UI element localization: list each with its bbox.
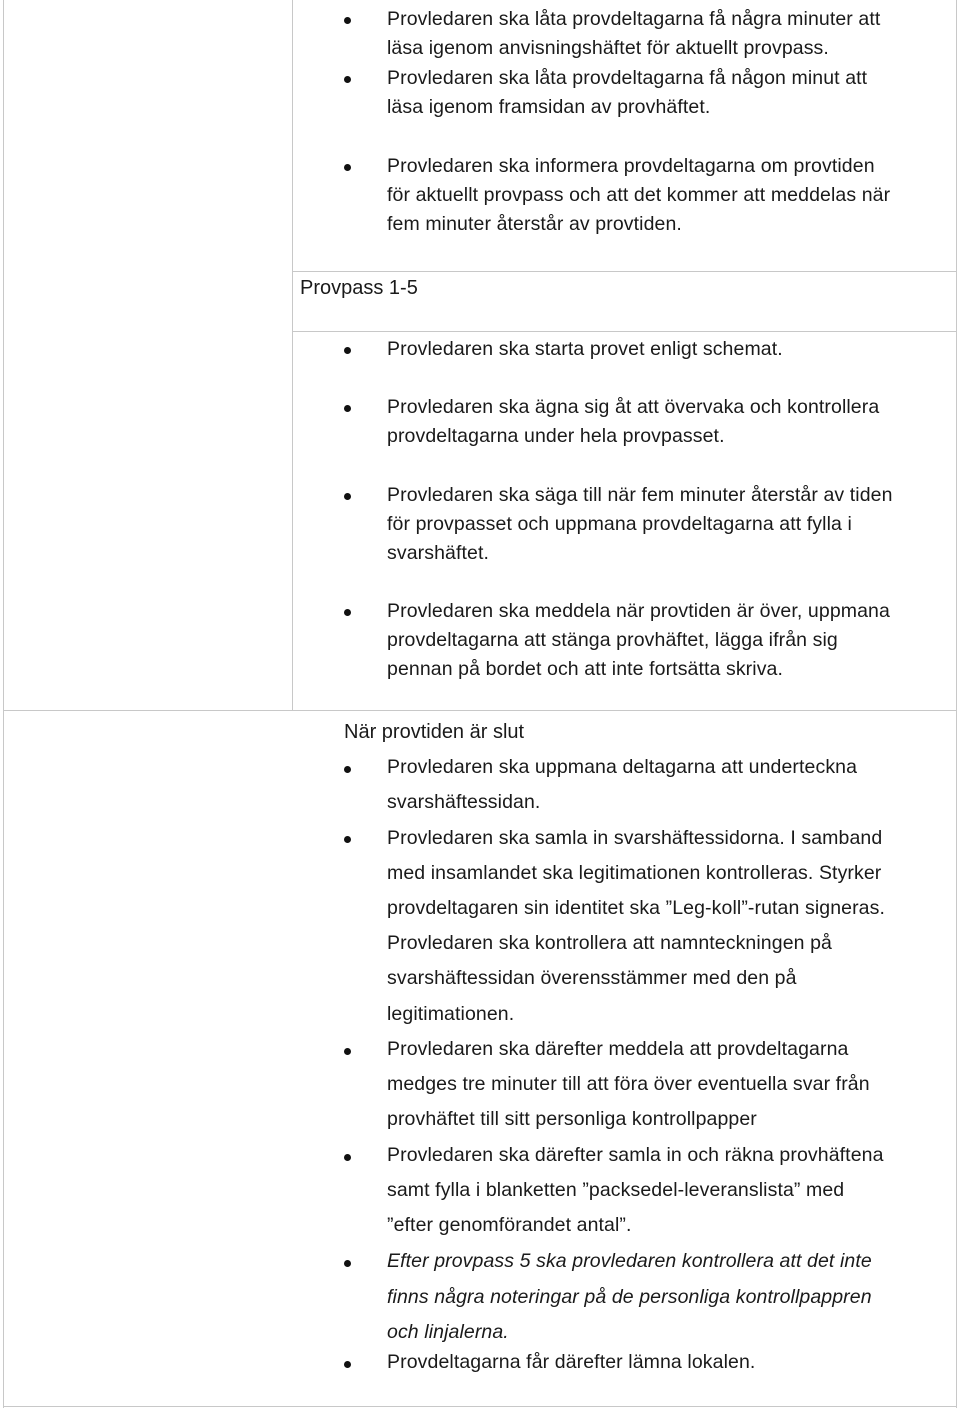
list-item-line: Provledaren ska samla in svarshäftessidorna. I samband [387, 827, 883, 849]
table-left-border [3, 0, 4, 1408]
list-item-line: Provledaren ska säga till när fem minuter återstår av tiden [387, 484, 893, 506]
list-item-line: Provledaren ska därefter meddela att provdeltagarna [387, 1038, 849, 1060]
list-item-line: Efter provpass 5 ska provledaren kontrollera att det inte [387, 1250, 872, 1272]
list-item-line: läsa igenom anvisningshäftet för aktuellt provpass. [387, 37, 829, 59]
list-item-line: Provledaren ska ägna sig åt att övervaka och kontrollera [387, 396, 880, 418]
row-divider-3 [3, 710, 957, 711]
bullet-icon [344, 766, 351, 773]
bullet-icon [344, 1048, 351, 1055]
list-item-line: svarshäftessidan. [387, 791, 541, 813]
bullet-icon [344, 836, 351, 843]
list-item-line: legitimationen. [387, 1003, 515, 1025]
bullet-icon [344, 609, 351, 616]
list-item-line: och linjalerna. [387, 1321, 509, 1343]
list-item-line: provhäftet till sitt personliga kontrollpapper [387, 1108, 757, 1130]
list-item-line: Provdeltagarna får därefter lämna lokalen. [387, 1351, 756, 1373]
bullet-icon [344, 76, 351, 83]
list-item-line: Provledaren ska meddela när provtiden är över, uppmana [387, 600, 890, 622]
list-item-line: finns några noteringar på de personliga kontrollpappren [387, 1286, 872, 1308]
bullet-icon [344, 17, 351, 24]
bullet-icon [344, 493, 351, 500]
list-item-line: provdeltagarna under hela provpasset. [387, 425, 725, 447]
list-item-line: medges tre minuter till att föra över eventuella svar från [387, 1073, 870, 1095]
bullet-icon [344, 405, 351, 412]
section-heading-provpass: Provpass 1-5 [300, 277, 418, 299]
table-right-border [956, 0, 957, 1408]
table-inner-left-border [292, 0, 293, 710]
bullet-icon [344, 164, 351, 171]
list-item-line: Provledaren ska uppmana deltagarna att underteckna [387, 756, 858, 778]
section-heading-after-test: När provtiden är slut [344, 721, 525, 743]
list-item-line: Provledaren ska starta provet enligt schemat. [387, 338, 783, 360]
bullet-icon [344, 1154, 351, 1161]
list-item-line: för provpasset och uppmana provdeltagarna att fylla i [387, 513, 852, 535]
list-item-line: Provledaren ska kontrollera att namnteckningen på [387, 932, 832, 954]
list-item-line: Provledaren ska informera provdeltagarna om provtiden [387, 155, 875, 177]
list-item-line: ”efter genomförandet antal”. [387, 1214, 632, 1236]
list-item-line: samt fylla i blanketten ”packsedel-leveranslista” med [387, 1179, 845, 1201]
list-item-line: provdeltagaren sin identitet ska ”Leg-koll”-rutan signeras. [387, 897, 885, 919]
table-bottom-border [3, 1406, 957, 1407]
list-item-line: Provledaren ska därefter samla in och räkna provhäftena [387, 1144, 884, 1166]
bullet-icon [344, 347, 351, 354]
bullet-icon [344, 1361, 351, 1368]
list-item-line: svarshäftessidan överensstämmer med den på [387, 967, 797, 989]
list-item-line: Provledaren ska låta provdeltagarna få några minuter att [387, 8, 881, 30]
row-divider-1 [292, 271, 957, 272]
list-item-line: för aktuellt provpass och att det kommer att meddelas när [387, 184, 891, 206]
list-item-line: med insamlandet ska legitimationen kontrolleras. Styrker [387, 862, 882, 884]
list-item-line: Provledaren ska låta provdeltagarna få någon minut att [387, 67, 868, 89]
list-item-line: fem minuter återstår av provtiden. [387, 213, 682, 235]
list-item-line: svarshäftet. [387, 542, 489, 564]
list-item-line: pennan på bordet och att inte fortsätta skriva. [387, 658, 784, 680]
list-item-line: provdeltagarna att stänga provhäftet, lägga ifrån sig [387, 629, 838, 651]
row-divider-2 [292, 331, 957, 332]
list-item-line: läsa igenom framsidan av provhäftet. [387, 96, 711, 118]
bullet-icon [344, 1260, 351, 1267]
